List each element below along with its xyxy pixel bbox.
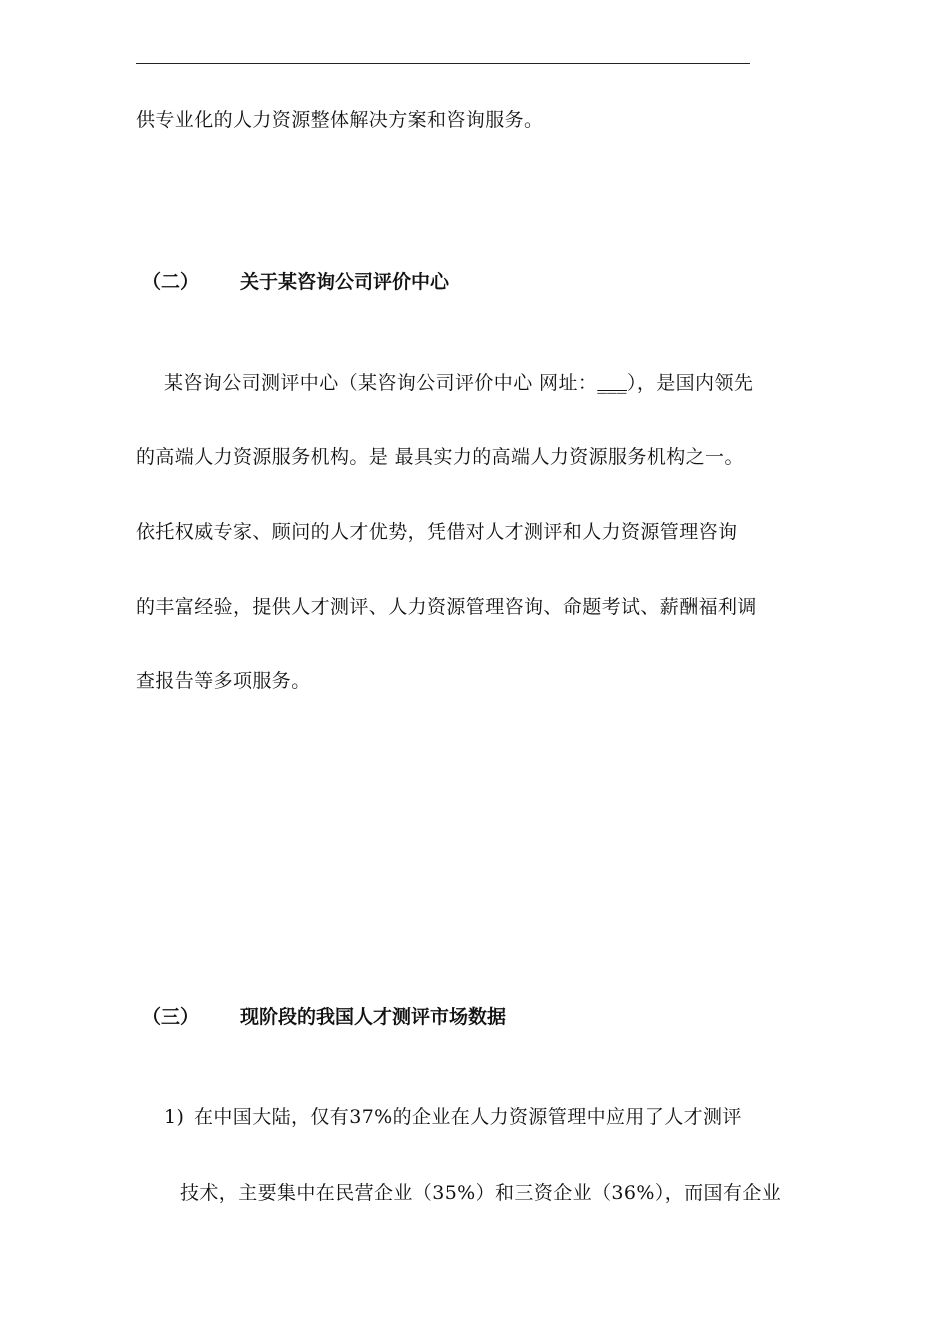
para-line-1-text-a: 某咨询公司测评中心（某咨询公司评价中心 网址： [164, 372, 598, 394]
section-2-para-line-2: 的高端人力资源服务机构。是 最具实力的高端人力资源服务机构之一。 [136, 446, 744, 468]
list-item-1-text: 在中国大陆，仅有37%的企业在人力资源管理中应用了人才测评 [194, 1106, 742, 1128]
section-2-para-line-1 [164, 368, 753, 395]
section-2-heading [136, 267, 449, 294]
section-2-title: 关于某咨询公司评价中心 [240, 271, 450, 293]
website-blank: ___ [597, 372, 627, 394]
section-2-para-line-4: 的丰富经验，提供人才测评、人力资源管理咨询、命题考试、薪酬福利调 [136, 596, 757, 618]
section-2-para-line-3: 依托权威专家、顾问的人才优势，凭借对人才测评和人力资源管理咨询 [136, 521, 738, 543]
continued-text: 供专业化的人力资源整体解决方案和咨询服务。 [136, 109, 544, 131]
section-2-para-line-5: 查报告等多项服务。 [136, 670, 311, 692]
list-item-1-number: 1) [164, 1106, 185, 1128]
para-line-1-text-b: ），是国内领先 [626, 372, 754, 394]
list-item-1-line-2: 技术，主要集中在民营企业（35%）和三资企业（36%），而国有企业 [180, 1182, 782, 1204]
header-rule [136, 63, 750, 64]
section-3-number: （三） [142, 1006, 200, 1028]
list-item-1-line-1 [164, 1102, 742, 1129]
section-2-number: （二） [142, 271, 200, 293]
section-3-title: 现阶段的我国人才测评市场数据 [240, 1006, 507, 1028]
section-3-heading [136, 1002, 506, 1029]
